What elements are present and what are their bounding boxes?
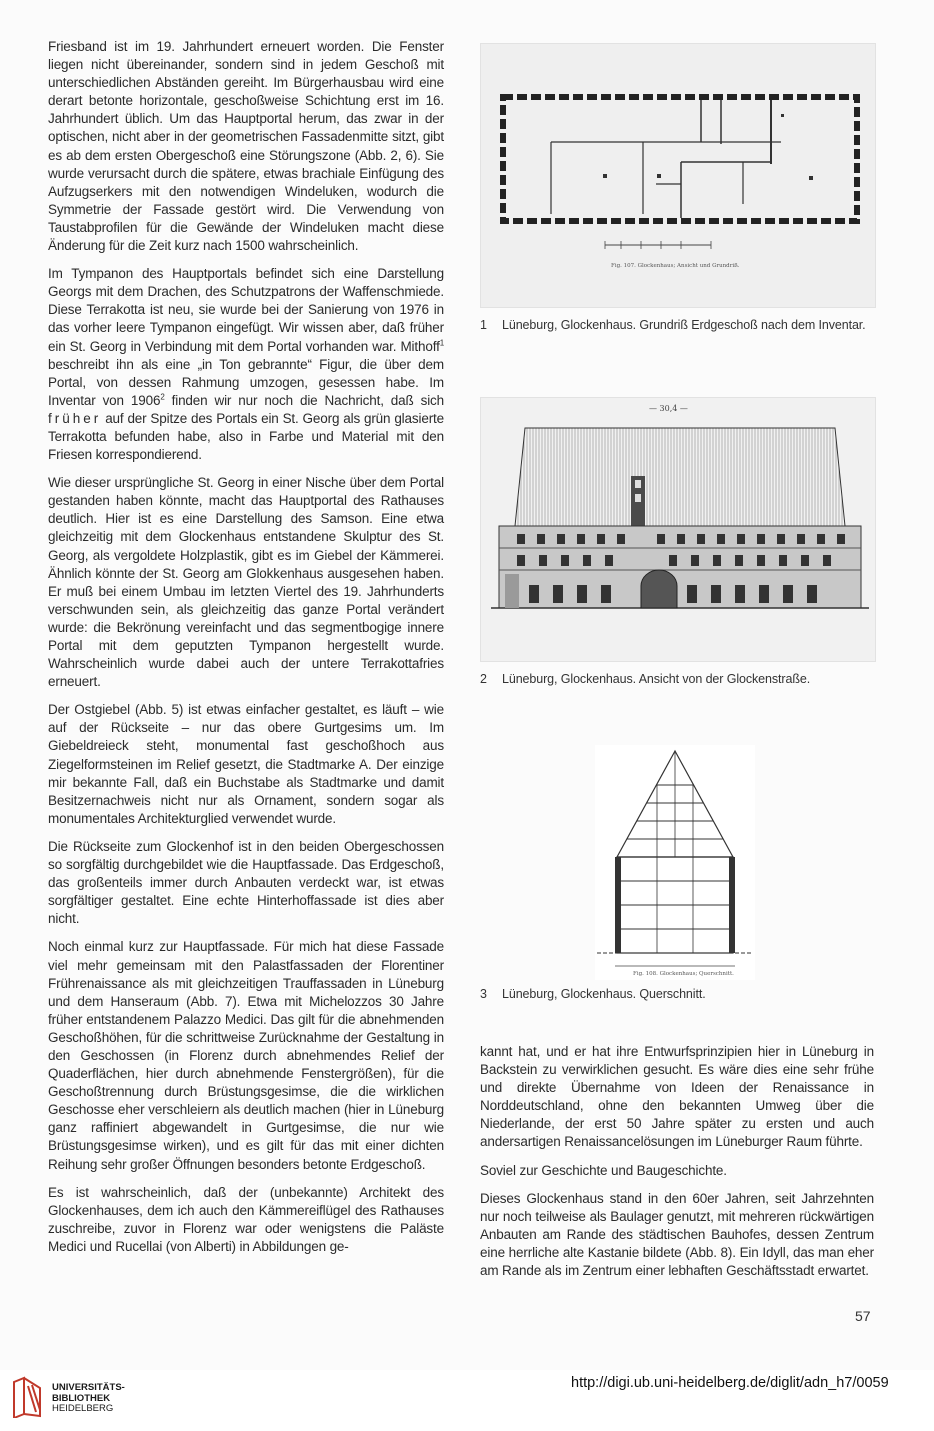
paragraph-3: Wie dieser ursprüngliche St. Georg in einer Nische über dem Portal gestanden haben könnte, macht das Hauptportal des Rathauses deutlich. Hier ist es eine Darstellung des Samson. Eine etwa gleichzeitig mit dem Glockenhaus entstandene Skulptur des St. Georg, als vergoldete Holzplastik, gibt es im Giebel der Kämmerei. Ähnlich könnte der St. Georg am Glokkenhaus ausgesehen haben. Er muß bei einem Umbau im letzten Viertel des 19. Jahrhunderts verschwunden sein, als gleichzeitig das ganze Portal verändert wurde: die Bekrönung vereinfacht und das segmentbogige innere Portal mit dem geputzten Tympanon hergestellt wurde. Wahrscheinlich wurde dabei auch der untere Terrakottafries erneuert. [48, 475, 444, 690]
figure-3-caption: 3 Lüneburg, Glockenhaus. Querschnitt. [480, 987, 706, 1001]
figure-1-floor-plan [480, 43, 876, 308]
figure-3-cross-section [595, 745, 755, 980]
cross-section-drawing [595, 745, 755, 980]
paragraph-5: Die Rückseite zum Glockenhof ist in den beiden Obergeschossen so sorgfältig durchgebildet wie die Hauptfassade. Das Erdgeschoß, das großenteils immer durch Anbauten verdeckt war, ist etwas sorgfältiger gestaltet. Eine echte Hinterhoffassade ist dies aber nicht. [48, 838, 444, 927]
right-paragraph-3: Dieses Glockenhaus stand in den 60er Jahren, seit Jahrzehnten nur noch teilweise als Baulager genutzt, mit mehreren rückwärtigen Anbauten am Rande des städtischen Bauhofes, dessen Zentrum eine herrliche alte Kastanie bildete (Abb. 8). Ein Idyll, das man eher am Rande als im Zentrum einer lebhaften Geschäftsstadt erwartet. [480, 1190, 874, 1279]
library-name: UNIVERSITÄTS- BIBLIOTHEK HEIDELBERG [52, 1382, 125, 1414]
paragraph-6: Noch einmal kurz zur Hauptfassade. Für mich hat diese Fassade viel mehr gemeinsam mit den Palastfassaden der Florentiner Frührenaissance als mit gleichzeitigen Trauffassaden in Lüneburg und dem Hanseraum (Abb. 7). Etwa mit Michelozzos 30 Jahre früher entstandenem Palazzo Medici. Das gilt für die abnehmenden Geschoßhöhen, für die schrittweise Zurücknahme der Gestaltung in den Geschossen (in Florenz durch abnehmendes Relief der Quaderflächen, hier durch abnehmende Fenstergrößen), für die Geschoßtrennung durch Brüstungsgesimse, die die wirklichen Geschosse eher verschleiern als deutlich machen (hier in Lüneburg ganz raffiniert abgewandelt in Gurtgesimse, die nur wie Brüstungsgesimse wirken), und es gilt für das mit einer dichten Reihung sehr großer Öffnungen besonders betonte Erdgeschoß. [48, 939, 444, 1172]
figure-1-inner-caption: Fig. 107. Glockenhaus; Ansicht und Grundriß. [611, 263, 740, 269]
page-number: 57 [855, 1308, 871, 1324]
left-text-column [48, 38, 444, 1266]
elevation-drawing [481, 398, 875, 661]
right-paragraph-2: Soviel zur Geschichte und Baugeschichte. [480, 1162, 727, 1178]
figure-2-caption: 2 Lüneburg, Glockenhaus. Ansicht von der Glockenstraße. [480, 672, 811, 686]
figure-3-inner-caption: Fig. 108. Glockenhaus; Querschnitt. [633, 971, 734, 977]
source-url-link[interactable]: http://digi.ub.uni-heidelberg.de/diglit/adn_h7/0059 [571, 1375, 889, 1391]
paragraph-2: Im Tympanon des Hauptportals befindet sich eine Darstellung Georgs mit dem Drachen, des Schutzpatrons der Waffenschmiede. Diese Terrakotta ist neu, sie wurde bei der Sanierung von 1976 in das vorher leere Tympanon eingefügt. Wir wissen aber, daß früher ein St. Georg in Verbindung mit dem Portal vorhanden war. Mithoff$^1$ beschreibt ihn als eine „in Ton gebrannte“ Figur, die über dem Portal, von dessen Rahmung umzogen, gesessen habe. Im Inventar von 1906$^2$ finden wir nur noch die Nachricht, daß sich früher auf der Spitze des Portals ein St. Georg als grün glasierte Terrakotta befunden habe, also in Farbe und Material mit den Friesen korrespondierend. [48, 266, 444, 463]
figure-2-elevation [480, 397, 876, 662]
right-text-column [480, 1043, 874, 1290]
university-library-logo-icon [10, 1376, 46, 1418]
figure-1-caption: 1 Lüneburg, Glockenhaus. Grundriß Erdgeschoß nach dem Inventar. [480, 318, 866, 332]
right-paragraph-1: kannt hat, und er hat ihre Entwurfsprinzipien hier in Lüneburg in Backstein zu verwirklichen gesucht. Es wäre dies eine sehr frühe und direkte Übernahme von Ideen der Renaissance in Norddeutschland, ohne den bekannten Umweg über die Niederlande, der erst 50 Jahre später zu ersten und auch andersartigen Renaissancelösungen im Lüneburger Raum führte. [480, 1044, 874, 1150]
paragraph-1: Friesband ist im 19. Jahrhundert erneuert worden. Die Fenster liegen nicht übereinander, sondern sind in jedem Geschoß mit unterschiedlichen Abständen gereiht. Im Bürgerhausbau wird eine derart betonte horizontale, geschoßweise Schichtung erst im 16. Jahrhundert üblich. Um das Hauptportal herum, das zwar in der optischen, nicht aber in der geometrischen Fassadenmitte sitzt, gibt es ab dem ersten Obergeschoß eine Störungszone (Abb. 2, 6). Sie wurde verursacht durch die spätere, etwas brachiale Einfügung des Aufzugserkers mit den notwendigen Windeluken, wodurch die Symmetrie der Fassade gestört wird. Die Verwendung von Taustabprofilen für die Gewände der Windeluken macht diese Änderung für die Zeit kurz nach 1500 wahrscheinlich. [48, 39, 444, 254]
paragraph-7: Es ist wahrscheinlich, daß der (unbekannte) Architekt des Glockenhauses, dem ich auch den Kämmereiflügel des Rathauses zuschreibe, zuvor in Florenz war oder wenigstens die Paläste Medici und Rucellai (von Alberti) in Abbildungen ge- [48, 1184, 444, 1254]
figure-2-scale-label: — 30,4 — [649, 404, 688, 413]
paragraph-4: Der Ostgiebel (Abb. 5) ist etwas einfacher gestaltet, es läuft – wie auf der Rückseite – nur das obere Gurtgesims um. Im Giebeldreieck steht, monumental fast geschoßhoch aus Ziegelformsteinen im Relief gesetzt, die Stadtmarke A. Der einzige mir bekannte Fall, daß ein Buchstabe als Stadtmarke und damit Besitzernachweis nicht nur als Ornament, sondern sogar als monumentales Architekturglied verwendet wurde. [48, 702, 444, 826]
